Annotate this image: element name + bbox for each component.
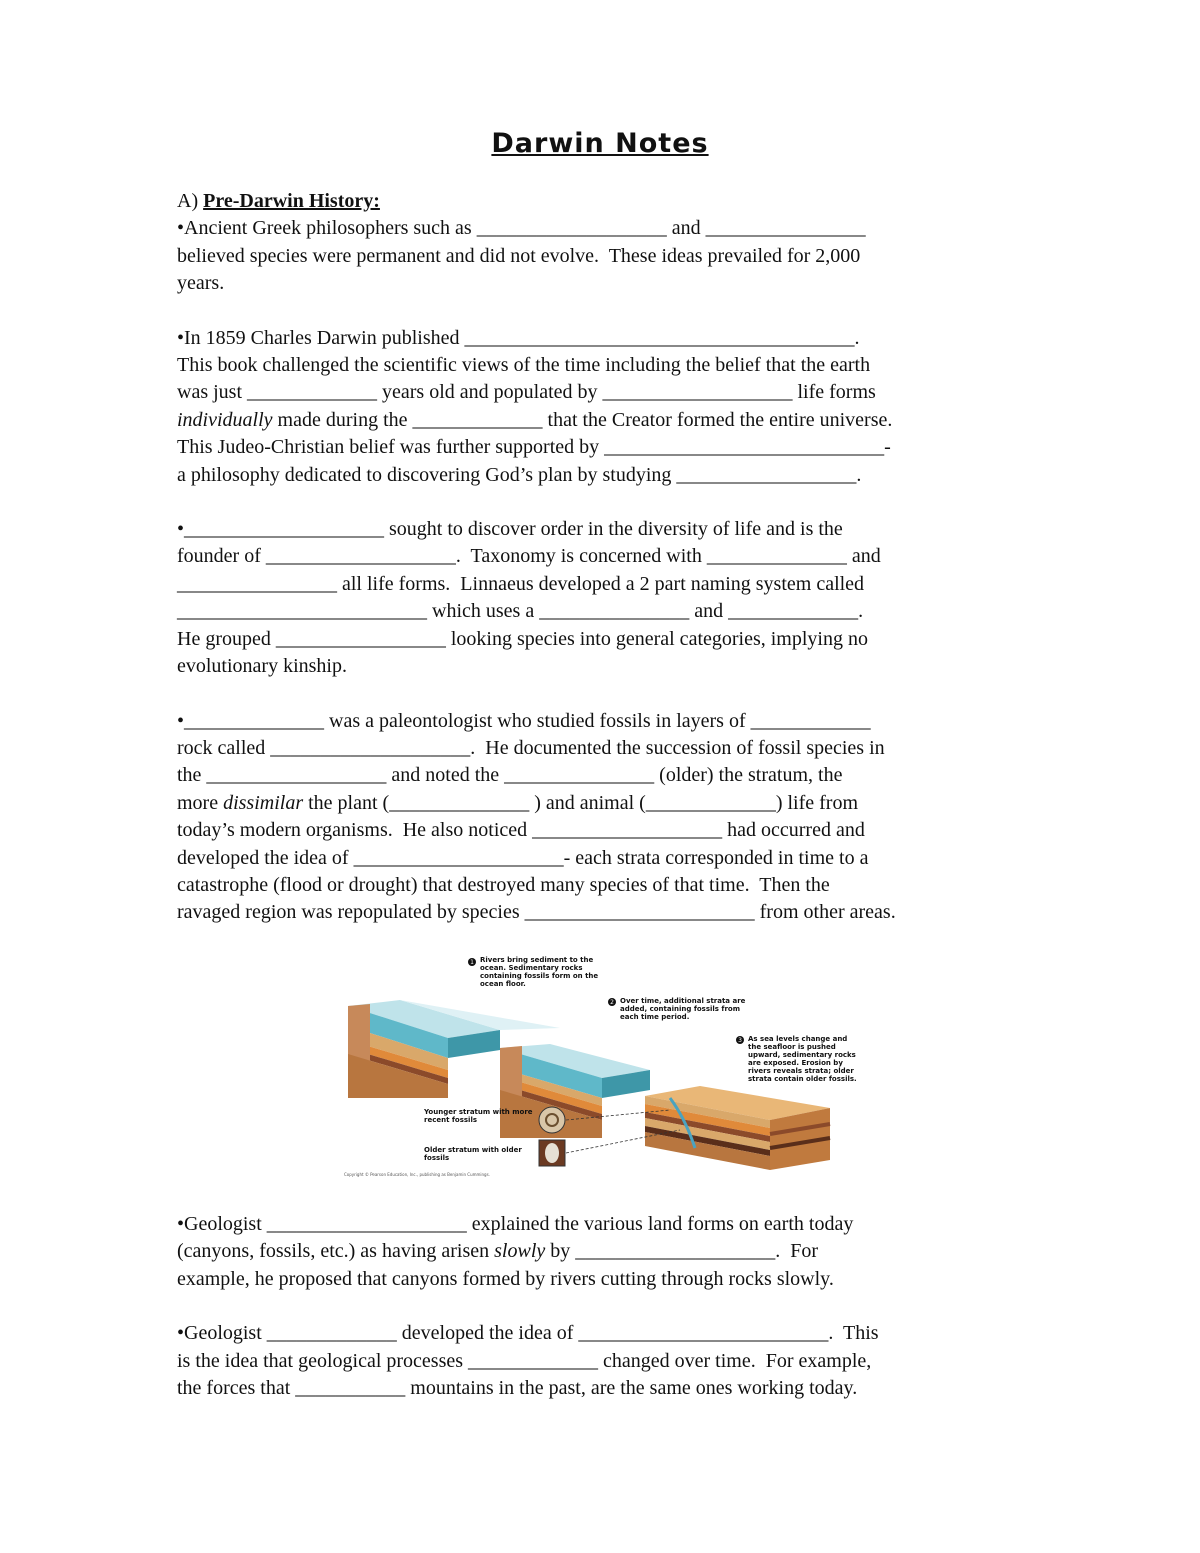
text-line: _________________________ which uses a _______________ and _____________. (177, 600, 864, 623)
paragraph-cuvier (177, 708, 1027, 927)
text-line: more (177, 791, 224, 814)
text-line: ravaged region was repopulated by species _______________________ from other areas. (177, 901, 896, 924)
text-line: evolutionary kinship. (177, 655, 347, 678)
text-line: rock called ____________________. He documented the succession of fossil species in (177, 736, 885, 759)
section-title: Pre-Darwin History: (203, 190, 380, 212)
paragraph-greek (177, 215, 1027, 297)
text-line: the __________________ and noted the _______________ (older) the stratum, the (177, 764, 843, 787)
label-younger-stratum: Younger stratum with more recent fossils (424, 1108, 533, 1124)
italic-word: dissimilar (223, 791, 304, 814)
notes-body-lower (177, 1211, 1027, 1429)
text-line: •In 1859 Charles Darwin published _______________________________________. (177, 326, 860, 349)
step-number: 1 (470, 959, 474, 966)
text-line: This book challenged the scientific views of the time including the belief that the earth (177, 354, 871, 377)
step1-caption: Rivers bring sediment to the ocean. Sedimentary rocks containing fossils form on the ocean floor. (480, 956, 599, 988)
text-line: •Ancient Greek philosophers such as ___________________ and ________________ (177, 217, 866, 240)
text-line: today’s modern organisms. He also noticed ___________________ had occurred and (177, 819, 865, 842)
step-number: 2 (610, 999, 614, 1006)
text-line: This Judeo-Christian belief was further supported by ____________________________- (177, 436, 891, 459)
section-label: A) (177, 190, 199, 212)
section-heading (177, 188, 1027, 215)
text-line: He grouped _________________ looking species into general categories, implying no (177, 627, 868, 650)
text-line: (canyons, fossils, etc.) as having arisen (177, 1240, 495, 1263)
notes-body (177, 188, 1027, 954)
step-number: 3 (738, 1037, 742, 1044)
label-older-stratum: Older stratum with older fossils (424, 1146, 522, 1162)
paragraph-lyell (177, 1320, 1027, 1402)
text-line: •______________ was a paleontologist who studied fossils in layers of ____________ (177, 709, 871, 732)
step2-caption: Over time, additional strata are added, containing fossils from each time period. (620, 997, 746, 1021)
strata-block-3 (645, 1086, 830, 1170)
text-line: •____________________ sought to discover order in the diversity of life and is the (177, 518, 843, 541)
text-line: is the idea that geological processes _____________ changed over time. For example, (177, 1349, 872, 1372)
text-line: by ____________________. For (545, 1240, 819, 1263)
trilobite-icon (545, 1143, 559, 1163)
fossil-inset-younger (539, 1107, 565, 1133)
text-line: ________________ all life forms. Linnaeus developed a 2 part naming system called (177, 572, 865, 595)
step3-caption: As sea levels change and the seafloor is pushed upward, sedimentary rocks are exposed. Erosion by rivers reveals strata; older strata contain older fossils. (748, 1035, 857, 1083)
text-line: the plant (______________ ) and animal (_____________) life from (303, 791, 859, 814)
text-line: was just _____________ years old and populated by ___________________ life forms (177, 381, 876, 404)
text-line: •Geologist _____________ developed the idea of _________________________. This (177, 1322, 879, 1345)
figure-credit: Copyright © Pearson Education, Inc., publishing as Benjamin Cummings. (344, 1172, 490, 1177)
italic-word: individually (177, 408, 273, 431)
text-line: the forces that ___________ mountains in the past, are the same ones working today. (177, 1377, 858, 1400)
page-title: Darwin Notes (491, 128, 709, 159)
text-line: founder of ___________________. Taxonomy is concerned with ______________ and (177, 545, 881, 568)
text-line: •Geologist ____________________ explained the various land forms on earth today (177, 1213, 854, 1235)
text-line: example, he proposed that canyons formed by rivers cutting through rocks slowly. (177, 1267, 834, 1290)
paragraph-linnaeus (177, 516, 1027, 680)
text-line: a philosophy dedicated to discovering God’s plan by studying __________________. (177, 463, 862, 486)
paragraph-hutton (177, 1211, 1027, 1293)
strata-diagram (340, 948, 860, 1183)
text-line: developed the idea of _____________________- each strata corresponded in time to a (177, 846, 869, 869)
paragraph-darwin (177, 325, 1027, 489)
italic-word: slowly (494, 1240, 546, 1263)
text-line: years. (177, 272, 225, 295)
text-line: made during the _____________ that the Creator formed the entire universe. (272, 408, 893, 431)
text-line: believed species were permanent and did not evolve. These ideas prevailed for 2,000 (177, 244, 861, 267)
text-line: catastrophe (flood or drought) that destroyed many species of that time. Then the (177, 873, 830, 896)
